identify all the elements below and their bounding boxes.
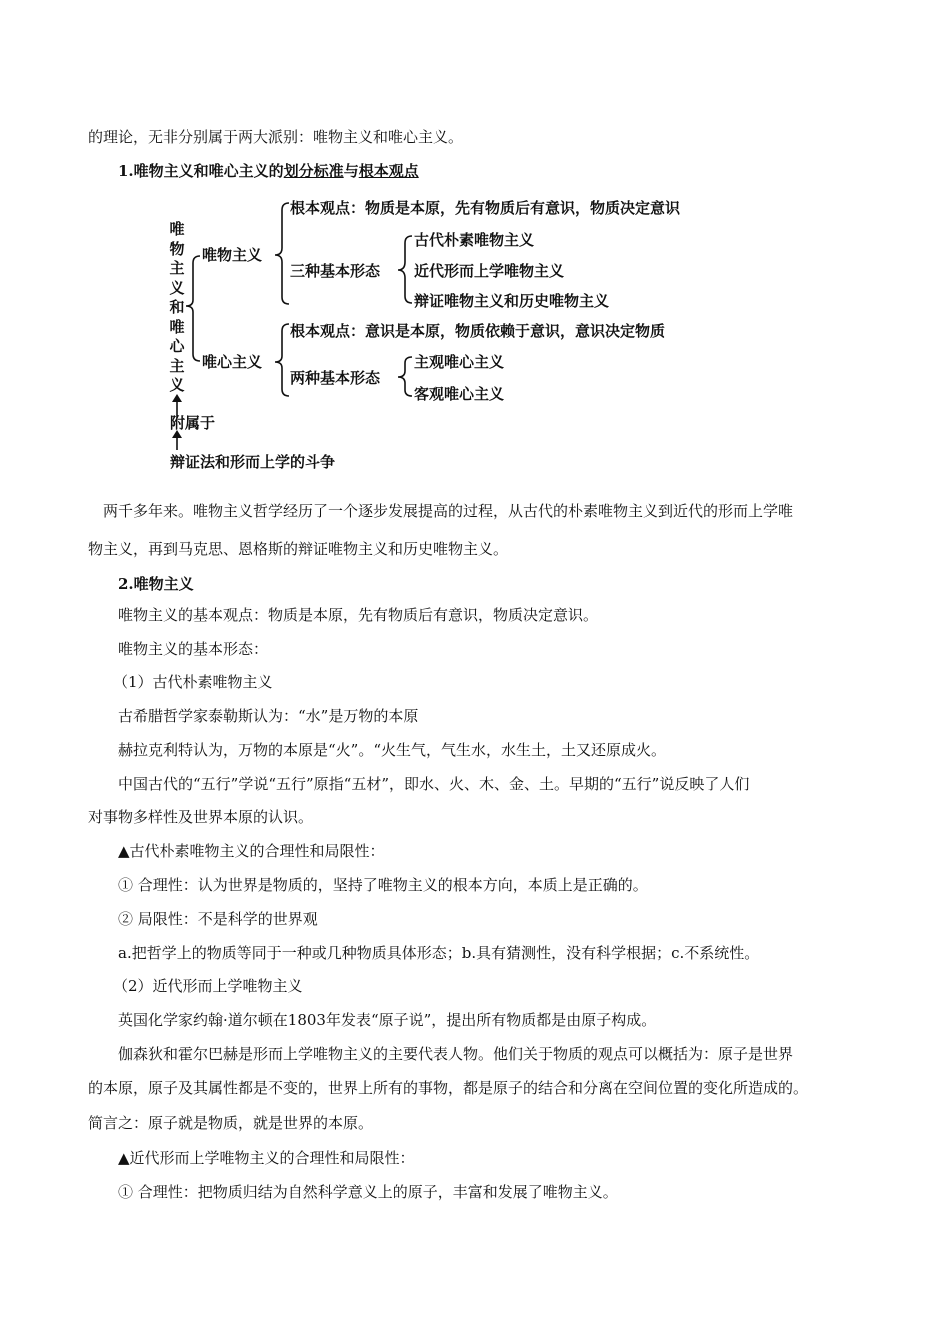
diagram-bottom-label: 辩证法和形而上学的斗争 [170,453,336,471]
subsection-heading: （1）古代朴素唯物主义 [113,673,273,691]
diagram-materialism-view: 根本观点：物质是本原，先有物质后有意识，物质决定意识 [290,199,681,217]
point-heading: ▲古代朴素唯物主义的合理性和局限性： [118,842,385,860]
text-line: 古希腊哲学家泰勒斯认为：“水”是万物的本原 [118,707,419,725]
text-line: 物主义，再到马克思、恩格斯的辩证唯物主义和历史唯物主义。 [88,540,509,558]
text-line: 赫拉克利特认为，万物的本原是“火”。“火生气，气生水，水生土，土又还原成火。 [118,741,667,759]
text-line: ② 局限性：不是科学的世界观 [118,910,318,928]
text-line: 唯物主义的基本形态： [118,640,269,658]
diagram-materialism-form: 近代形而上学唯物主义 [414,262,565,280]
text-line: 两千多年来。唯物主义哲学经历了一个逐步发展提高的过程，从古代的朴素唯物主义到近代的形而上学唯 [103,502,794,520]
heading-underlined-text: 根本观点 [358,162,419,180]
point-heading: ▲近代形而上学唯物主义的合理性和局限性： [118,1149,415,1167]
heading-underlined-text: 划分标准 [283,162,344,180]
text-line: 伽森狄和霍尔巴赫是形而上学唯物主义的主要代表人物。他们关于物质的观点可以概括为：原子是世界 [118,1045,794,1063]
diagram-attach-label: 附属于 [170,414,216,432]
text-line: 简言之：原子就是物质，就是世界的本原。 [88,1114,374,1132]
text-line: 的本原，原子及其属性都是不变的，世界上所有的事物，都是原子的结合和分离在空间位置的变化所造成的。 [88,1079,809,1097]
diagram-idealism-form: 客观唯心主义 [414,385,505,403]
text-line: 英国化学家约翰·道尔顿在1803年发表“原子说”，提出所有物质都是由原子构成。 [118,1011,657,1029]
text-line: ① 合理性：认为世界是物质的，坚持了唯物主义的根本方向，本质上是正确的。 [118,876,648,894]
heading-text: 1.唯物主义和唯心主义的 [118,162,284,180]
diagram-idealism-view: 根本观点：意识是本原，物质依赖于意识，意识决定物质 [290,322,666,340]
diagram-materialism-form: 辩证唯物主义和历史唯物主义 [414,292,610,310]
text-line: ① 合理性：把物质归结为自然科学意义上的原子，丰富和发展了唯物主义。 [118,1183,618,1201]
diagram-materialism-forms: 三种基本形态 [290,262,381,280]
diagram-materialism-form: 古代朴素唯物主义 [414,231,535,249]
diagram-idealism: 唯心主义 [202,353,263,371]
text-line: 中国古代的“五行”学说“五行”原指“五材”，即水、火、木、金、土。早期的“五行”说反映了人们 [118,775,750,793]
text-line: a.把哲学上的物质等同于一种或几种物质具体形态；b.具有猜测性，没有科学根据；c.不系统性。 [118,944,760,962]
section-heading-2: 2.唯物主义 [118,575,194,593]
text-line: 对事物多样性及世界本原的认识。 [88,808,314,826]
text-line: 的理论，无非分别属于两大派别：唯物主义和唯心主义。 [88,128,464,146]
diagram-root-label: 唯物主义和唯心主义 [169,220,185,394]
text-line: 唯物主义的基本观点：物质是本原，先有物质后有意识，物质决定意识。 [118,606,599,624]
subsection-heading: （2）近代形而上学唯物主义 [113,977,303,995]
diagram-brackets [0,0,950,500]
diagram-idealism-forms: 两种基本形态 [290,369,381,387]
heading-text: 与 [343,162,359,180]
diagram-idealism-form: 主观唯心主义 [414,353,505,371]
diagram-materialism: 唯物主义 [202,246,263,264]
